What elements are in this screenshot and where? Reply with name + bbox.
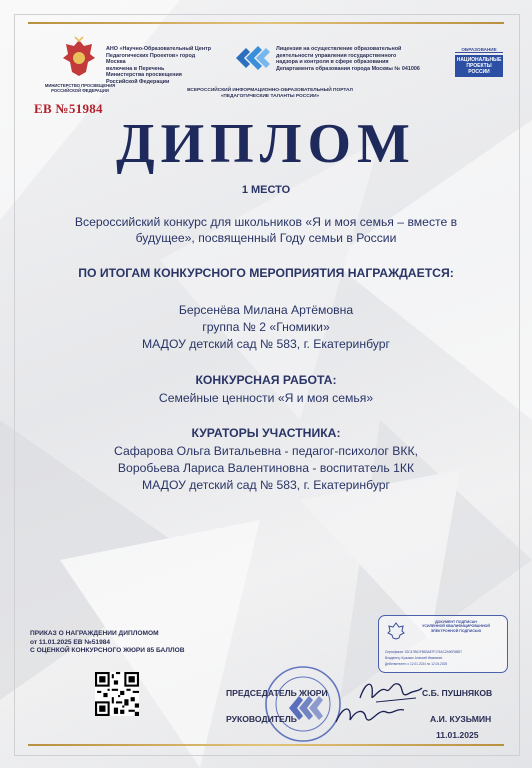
stamp-title-line: ДОКУМЕНТ ПОДПИСАН [435, 620, 477, 624]
stamp-title-line: УСИЛЕННОЙ КВАЛИФИЦИРОВАННОЙ [422, 624, 490, 629]
bottom-gold-stripe [28, 744, 504, 746]
stamp-row: Действителен: с 12.01.2024 по 12.04.2025 [385, 662, 448, 666]
curator-line: Воробьева Лариса Валентиновна - воспитатель 1КК [117, 461, 415, 475]
curators-heading: КУРАТОРЫ УЧАСТНИКА: [191, 426, 341, 440]
chairman-name: С.Б. ПУШНЯКОВ [422, 688, 493, 698]
work-heading: КОНКУРСНАЯ РАБОТА: [195, 373, 337, 387]
chairman-label: ПРЕДСЕДАТЕЛЬ ЖЮРИ [226, 688, 328, 698]
center-line: Педагогических Проектов» город Москва [106, 52, 196, 65]
place: 1 МЕСТО [241, 184, 291, 196]
director-signature [330, 700, 410, 730]
award-heading: ПО ИТОГАМ КОНКУРСНОГО МЕРОПРИЯТИЯ НАГРАЖДАЕТСЯ: [78, 266, 454, 280]
awardee-group: группа № 2 «Гномики» [202, 320, 330, 334]
stamp-title-line: ЭЛЕКТРОННОЙ ПОДПИСЬЮ [430, 628, 482, 633]
natproj-line: РОССИИ [468, 69, 490, 75]
license-line: надзора и контроля в сфере образования [276, 59, 389, 65]
natproj-line: ПРОЕКТЫ [466, 63, 492, 69]
center-line: включена в Перечень [106, 65, 165, 72]
stamp-row: Владелец: Кузьмин Алексей Иванович [385, 656, 443, 660]
eagle-emblem-icon [60, 36, 98, 80]
natproj-line: НАЦИОНАЛЬНЫЕ [456, 57, 502, 63]
license-info [276, 46, 436, 72]
order-line: от 11.01.2025 ЕВ №51984 [30, 638, 111, 646]
work-title: Семейные ценности «Я и моя семья» [158, 391, 374, 405]
coat-of-arms-icon [387, 622, 405, 640]
order-line: ПРИКАЗ О НАГРАЖДЕНИИ ДИПЛОМОМ [30, 630, 159, 637]
top-gold-stripe [28, 22, 504, 24]
serial-number: ЕВ №51984 [34, 101, 103, 116]
center-info [106, 46, 216, 85]
stamp-row: Сертификат: 02C47B61FB83A87F176AC2A90F8BB7 [385, 650, 463, 654]
portal-logo-icon [232, 40, 272, 76]
center-line: Министерства просвещения [106, 72, 182, 78]
qr-code[interactable] [95, 672, 139, 716]
center-line: Российской Федерации [106, 78, 170, 85]
digital-signature-stamp [378, 615, 508, 673]
curator-line: МАДОУ детский сад № 583, г. Екатеринбург [142, 478, 390, 492]
portal-line: «ПЕДАГОГИЧЕСКИЕ ТАЛАНТЫ РОССИИ» [220, 94, 320, 99]
curator-line: Сафарова Ольга Витальевна - педагог-психолог ВКК, [114, 444, 418, 458]
signature-date: 11.01.2025 [436, 730, 479, 740]
contest-line: Всероссийский конкурс для школьников «Я и моя семья – вместе в [74, 215, 458, 229]
page-title: ДИПЛОМ [116, 113, 416, 175]
national-projects-logo [455, 47, 503, 85]
center-line: АНО «Научно-Образовательный Центр [106, 46, 212, 52]
portal-name [150, 88, 390, 100]
awardee-name: Берсенёва Милана Артёмовна [178, 303, 354, 317]
order-line: С ОЦЕНКОЙ КОНКУРСНОГО ЖЮРИ 85 БАЛЛОВ [30, 647, 185, 654]
license-line: Департамента образования города Москвы № 041006 [276, 65, 420, 72]
license-line: деятельности управления государственного [276, 52, 397, 59]
license-line: Лицензия на осуществление образовательной [276, 46, 402, 52]
portal-line: ВСЕРОССИЙСКИЙ ИНФОРМАЦИОННО-ОБРАЗОВАТЕЛЬНЫЙ ПОРТАЛ [187, 88, 353, 93]
order-info [30, 630, 185, 656]
awardee-school: МАДОУ детский сад № 583, г. Екатеринбург [142, 337, 390, 351]
director-label: РУКОВОДИТЕЛЬ [226, 714, 297, 724]
natproj-top: ОБРАЗОВАНИЕ [455, 47, 503, 53]
contest-line: будущее», посвященный Году семьи в России [135, 231, 397, 245]
director-name: А.И. КУЗЬМИН [430, 714, 492, 724]
ministry-label: МИНИСТЕРСТВО ПРОСВЕЩЕНИЯ РОССИЙСКОЙ ФЕДЕРАЦИИ [44, 83, 116, 93]
